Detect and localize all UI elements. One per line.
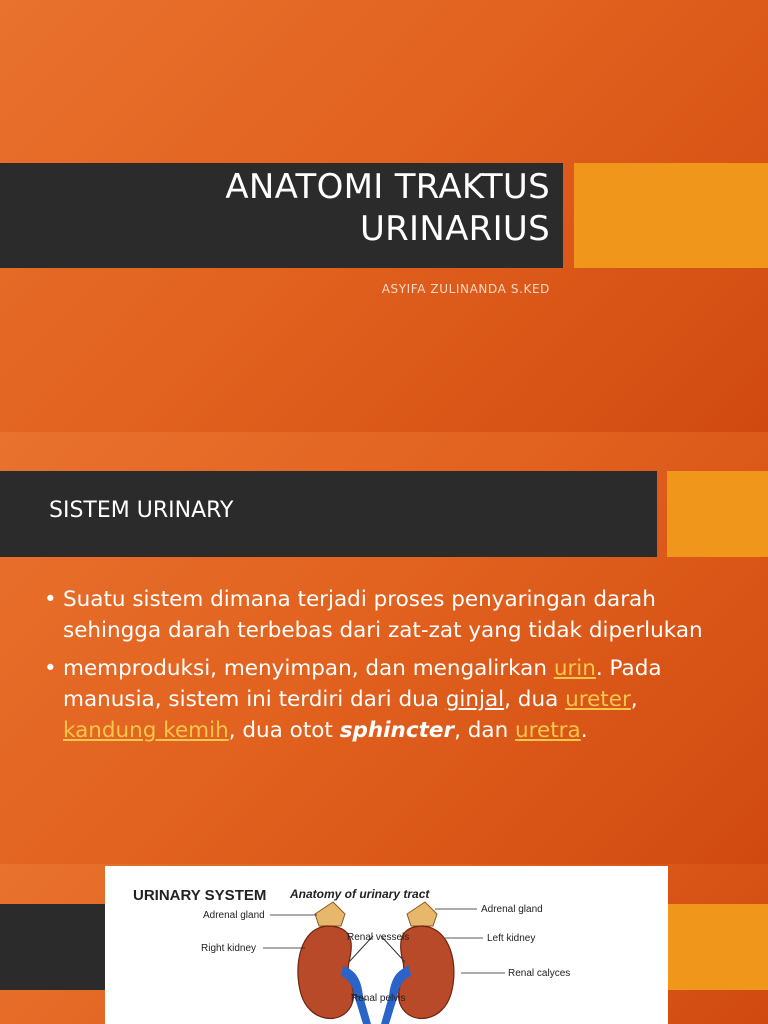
bullet-text: , <box>630 687 638 712</box>
figure-caption: Anatomy of urinary tract <box>290 887 430 901</box>
bullet-item <box>44 584 734 646</box>
slide-title-line-1: ANATOMI TRAKTUS <box>225 167 550 207</box>
adrenal-gland-right-shape <box>407 902 437 926</box>
label-renal-pelvis: Renal pelvis <box>351 993 406 1004</box>
link-uretra[interactable]: uretra <box>515 718 581 743</box>
heading-bar-left <box>0 904 120 990</box>
urinary-system-illustration <box>105 866 668 1024</box>
link-ginjal[interactable]: ginjal <box>445 687 505 712</box>
bullet-text: , dua otot <box>228 718 340 743</box>
link-ureter[interactable]: ureter <box>565 687 631 712</box>
bullet-text: , dua <box>504 687 566 712</box>
slide-subtitle: ASYIFA ZULINANDA S.KED <box>381 282 550 296</box>
label-adrenal-gland-right: Adrenal gland <box>481 904 543 915</box>
bullet-text: memproduksi, menyimpan, dan mengalirkan <box>63 656 554 681</box>
heading-accent-block <box>667 471 768 557</box>
bullet-text: Suatu sistem dimana terjadi proses penyaringan darah sehingga darah terbebas dari zat-zat yang tidak diperlukan <box>63 587 703 643</box>
slide-title <box>225 166 550 250</box>
bullet-text: . <box>580 718 588 743</box>
label-renal-vessels: Renal vessels <box>347 932 410 943</box>
label-renal-calyces: Renal calyces <box>508 968 571 979</box>
urinary-system-figure <box>105 866 668 1024</box>
bullet-text: , dan <box>454 718 516 743</box>
heading-accent-block <box>668 904 768 990</box>
section-heading: SISTEM URINARY <box>49 498 234 523</box>
adrenal-gland-left-shape <box>315 902 345 926</box>
emphasis-sphincter: sphincter <box>339 718 455 743</box>
link-kandung-kemih[interactable]: kandung kemih <box>63 718 229 743</box>
bullet-marker: • <box>44 656 57 681</box>
label-right-kidney: Right kidney <box>201 943 257 954</box>
bullet-marker: • <box>44 587 57 612</box>
title-slide <box>0 0 768 432</box>
bullet-text: . Pada manusia, sistem ini terdiri dari dua <box>63 656 662 712</box>
slide-title-line-2: URINARIUS <box>359 209 550 249</box>
title-accent-block <box>574 163 768 268</box>
link-urin[interactable]: urin <box>553 656 596 681</box>
bullet-item <box>44 653 734 746</box>
content-slide <box>0 432 768 864</box>
figure-slide <box>0 864 768 1024</box>
label-left-kidney: Left kidney <box>487 933 536 944</box>
figure-heading: URINARY SYSTEM <box>133 887 267 904</box>
bullet-list <box>44 584 734 753</box>
label-adrenal-gland-left: Adrenal gland <box>203 910 265 921</box>
